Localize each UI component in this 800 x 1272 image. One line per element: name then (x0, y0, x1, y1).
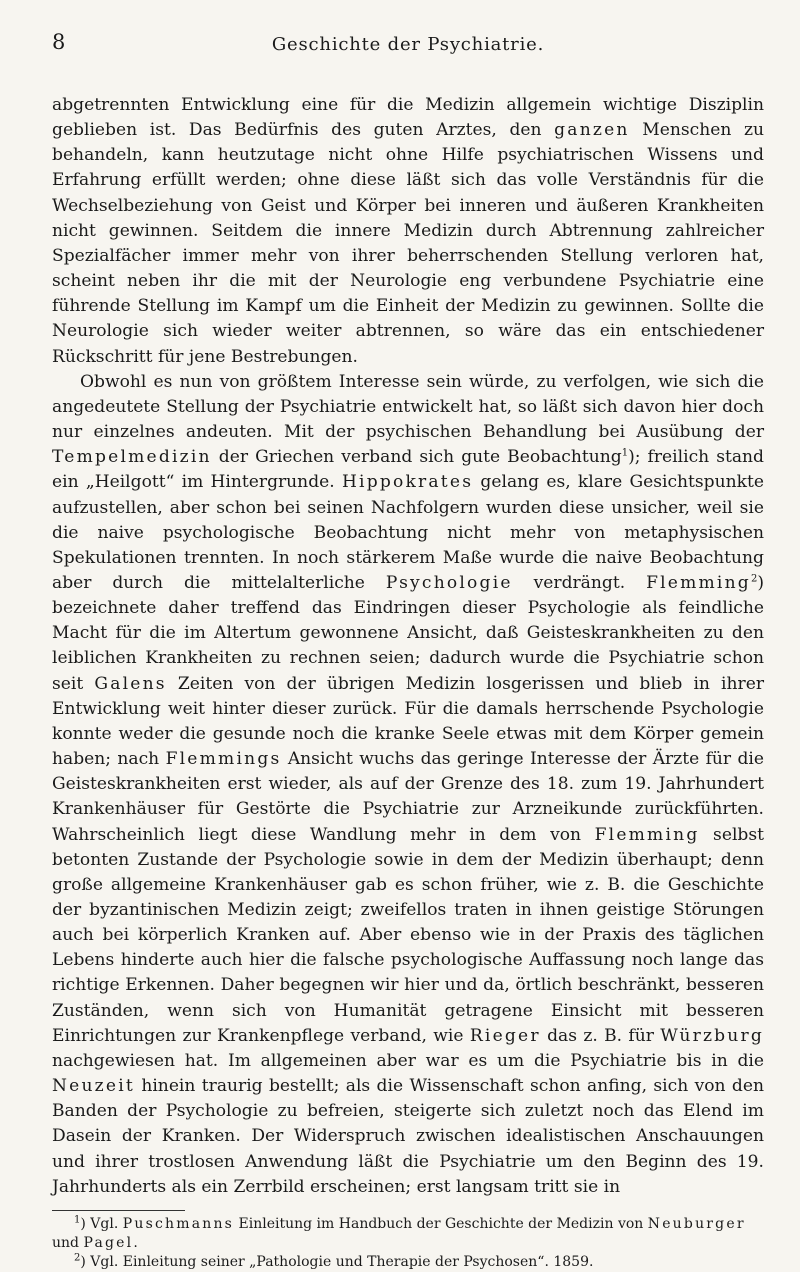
footnote-divider (52, 1210, 185, 1211)
text-run: das z. B. für (540, 1025, 661, 1046)
footnote-1 (52, 1215, 764, 1253)
text-run: hinein traurig bestellt; als die Wissenschaft schon anfing, sich von den Banden der Psychologie zu befreien, steigerte sich zuletzt noch das Elend im Dasein der Kranken. Der Widerspruch zwischen idealistischen Anschauungen und ihrer trostlosen Anwendung läßt die Psychiatrie um den Beginn des 19. Jahrhunderts als ein Zerrbild erscheinen; erst langsam tritt sie in (52, 1076, 764, 1197)
text-run: ); freilich stand ein „Heilgott“ im Hintergrunde. (52, 447, 764, 493)
text-run: verdrängt. (512, 572, 647, 593)
person-name: Pagel (83, 1234, 134, 1251)
person-name: Puschmanns (122, 1215, 235, 1232)
person-name: Flemmings (165, 749, 282, 770)
text-run: selbst betonten Zustande der Psychologie sowie in dem der Medizin überhaupt; denn große allgemeine Krankenhäuser gab es schon früher, wie z. B. die Geschichte der byzantinischen Medizin zeigt; zweifellos traten in ihnen geistige Störungen auch bei körperlich Kranken auf. Aber ebenso wie in der Praxis des täglichen Lebens hinderte auch hier die falsche psychologische Auffassung noch lange das richtige Erkennen. Daher begegnen wir hier und da, örtlich beschränkt, besseren Zuständen, wenn sich von Humanität getragene Einsicht mit besseren Einrichtungen zur Krankenpflege verband, wie (52, 824, 764, 1046)
text-run: gelang es, klare Gesichtspunkte aufzustellen, aber schon bei seinen Nachfolgern wurden diese unsicher, weil sie die naive psychologische Beobachtung nicht mehr von metaphysischen Spekulationen trennten. In noch stärkerem Maße wurde die naive Beobachtung aber durch die mittelalterliche (52, 472, 764, 593)
footnote-marker: 1 (74, 1214, 81, 1226)
footnote-marker: 2 (74, 1252, 81, 1264)
text-run: Zeiten von der übrigen Medizin losgerissen und blieb in ihrer Entwicklung weit hinter dieser zurück. Für die damals herrschende Psychologie konnte weder die gesunde noch die kranke Seele etwas mit dem Körper gemein haben; nach (52, 673, 764, 770)
text-run: ) Vgl. Einleitung seiner „Pathologie und Therapie der Psychosen“. 1859. (80, 1253, 594, 1270)
text-run: Menschen zu behandeln, kann heutzutage nicht ohne Hilfe psychiatrischen Wissens und Erfahrung erfüllt werden; ohne diese läßt sich das volle Verständnis für die Wechselbeziehung von Geist und Körper bei inneren und äußeren Krankheiten nicht gewinnen. Seitdem die innere Medizin durch Abtrennung zahlreicher Spezialfächer immer mehr von ihrer beherrschenden Stellung verloren hat, scheint neben ihr die mit der Neurologie eng verbundene Psychiatrie eine führende Stellung im Kampf um die Einheit der Medizin zu gewinnen. Sollte die Neurologie sich wieder weiter abtrennen, so wäre das ein entschiedener Rückschritt für jene Bestrebungen. (52, 120, 764, 367)
person-name: Flemming (594, 824, 700, 845)
emphasis: Neuzeit (52, 1076, 135, 1097)
book-page (52, 0, 764, 1272)
paragraph-1 (52, 93, 764, 370)
emphasis: Psychologie (385, 572, 513, 593)
text-run: und (52, 1234, 84, 1251)
text-run: ) Vgl. (80, 1215, 123, 1232)
text-run: Obwohl es nun von größtem Interesse sein würde, zu verfolgen, wie sich die angedeutete Stellung der Psychiatrie entwickelt hat, so läßt sich davon hier doch nur einzelnes andeuten. Mit der psychischen Behandlung bei Ausübung der (52, 371, 764, 443)
emphasis: Tempelmedizin (52, 447, 212, 468)
body-text (52, 93, 764, 1200)
text-run: abgetrennten Entwicklung eine für die Medizin allgemein wichtige Disziplin geblieben ist. Das Bedürfnis des guten Arztes, den (52, 95, 764, 141)
text-run: . (133, 1234, 138, 1251)
page-number: 8 (52, 30, 66, 54)
person-name: Rieger (469, 1025, 541, 1046)
footnote-2 (52, 1253, 764, 1272)
page-header (52, 0, 764, 55)
person-name: Galens (94, 673, 167, 694)
person-name: Neuburger (647, 1215, 746, 1232)
footnote-ref-1: 1 (621, 447, 629, 459)
footnote-ref-2: 2 (750, 573, 758, 585)
text-run: ) bezeichnete daher treffend das Eindringen dieser Psychologie als feindliche Macht für die im Altertum gewonnene Ansicht, daß Geisteskrankheiten zu den leiblichen Krankheiten zu rechnen seien; dadurch wurde die Psychiatrie schon seit (52, 572, 764, 694)
text-run: Ansicht wuchs das geringe Interesse der Ärzte für die Geisteskrankheiten erst wieder, als auf der Grenze des 18. zum 19. Jahrhundert Krankenhäuser für Gestörte die Psychiatrie zur Arzneikunde zurückführten. Wahrscheinlich liegt diese Wandlung mehr in dem von (52, 749, 765, 845)
place-name: Würzburg (660, 1025, 765, 1046)
text-run: Einleitung im Handbuch der Geschichte der Medizin von (234, 1215, 648, 1232)
footnotes (52, 1215, 764, 1272)
emphasis: ganzen (554, 120, 630, 141)
paragraph-2 (52, 370, 764, 1200)
text-run: nachgewiesen hat. Im allgemeinen aber war es um die Psychiatrie bis in die (52, 1050, 764, 1071)
person-name: Flemming (646, 572, 751, 593)
text-run: der Griechen verband sich gute Beobachtung (211, 447, 622, 468)
person-name: Hippokrates (341, 472, 474, 493)
running-title: Geschichte der Psychiatrie. (271, 34, 545, 55)
